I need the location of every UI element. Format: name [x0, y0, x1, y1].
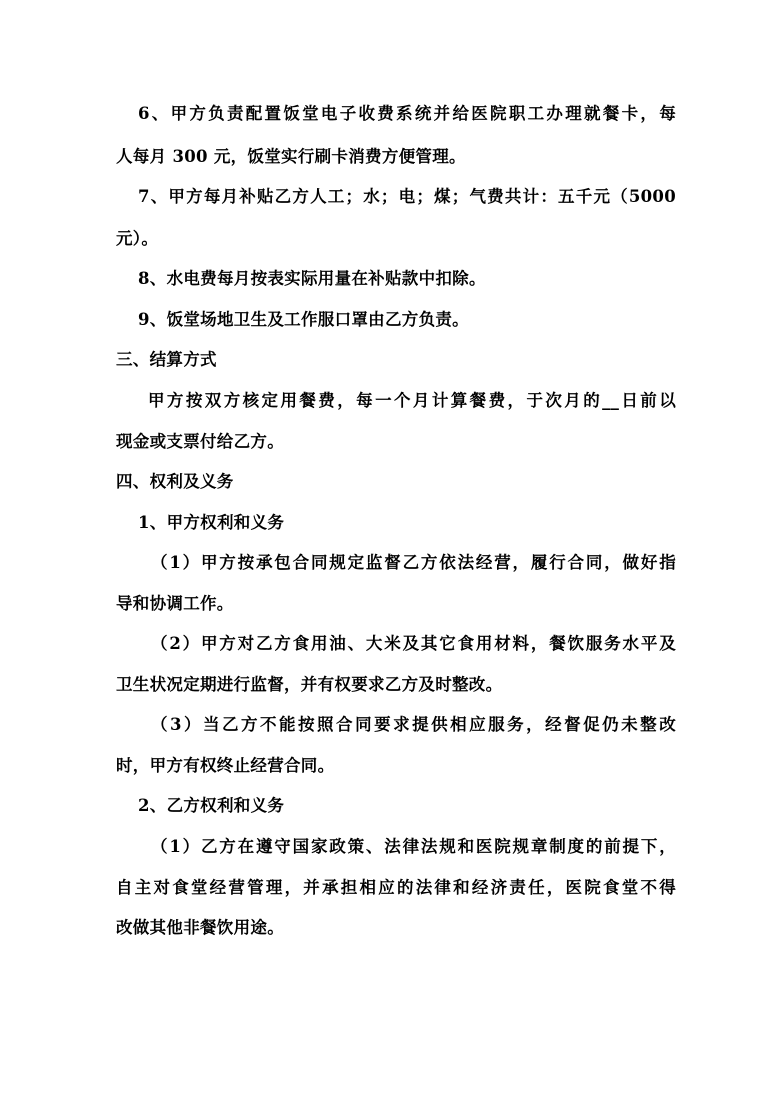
section-3-para-line-2: 现金或支票付给乙方。 [116, 432, 284, 451]
item-1-2-line-1: （2）甲方对乙方食用油、大米及其它食用材料，餐饮服务水平及 [151, 634, 676, 653]
item-2-1-line-2: 自主对食堂经营管理，并承担相应的法律和经济责任，医院食堂不得 [116, 878, 676, 897]
clause-6-line-1: 6、甲方负责配置饭堂电子收费系统并给医院职工办理就餐卡，每 [138, 104, 676, 123]
clause-9: 9、饭堂场地卫生及工作服口罩由乙方负责。 [138, 310, 469, 329]
item-1-2-line-2: 卫生状况定期进行监督，并有权要求乙方及时整改。 [116, 675, 503, 694]
clause-7-line-2: 元）。 [116, 229, 159, 248]
item-1-1-line-2: 导和协调工作。 [116, 594, 234, 613]
item-2-1-line-1: （1）乙方在遵守国家政策、法律法规和医院规章制度的前提下， [151, 837, 676, 856]
section-3-para-line-1: 甲方按双方核定用餐费，每一个月计算餐费，于次月的__日前以 [148, 391, 676, 410]
item-1-3-line-1: （3）当乙方不能按照合同要求提供相应服务，经督促仍未整改 [151, 715, 676, 734]
clause-6-line-2: 人每月 300 元，饭堂实行刷卡消费方便管理。 [116, 147, 466, 166]
item-1-3-line-2: 时，甲方有权终止经营合同。 [116, 756, 335, 775]
clause-7-line-1: 7、甲方每月补贴乙方人工；水；电；煤；气费共计：五千元（5000 [138, 187, 676, 206]
subsection-2-heading: 2、乙方权利和义务 [138, 796, 285, 815]
clause-8: 8、水电费每月按表实际用量在补贴款中扣除。 [138, 269, 486, 288]
item-2-1-line-3: 改做其他非餐饮用途。 [116, 918, 284, 937]
section-4-heading: 四、权利及义务 [116, 472, 234, 491]
subsection-1-heading: 1、甲方权利和义务 [138, 513, 285, 532]
item-1-1-line-1: （1）甲方按承包合同规定监督乙方依法经营，履行合同，做好指 [151, 553, 676, 572]
section-3-heading: 三、结算方式 [116, 350, 217, 369]
